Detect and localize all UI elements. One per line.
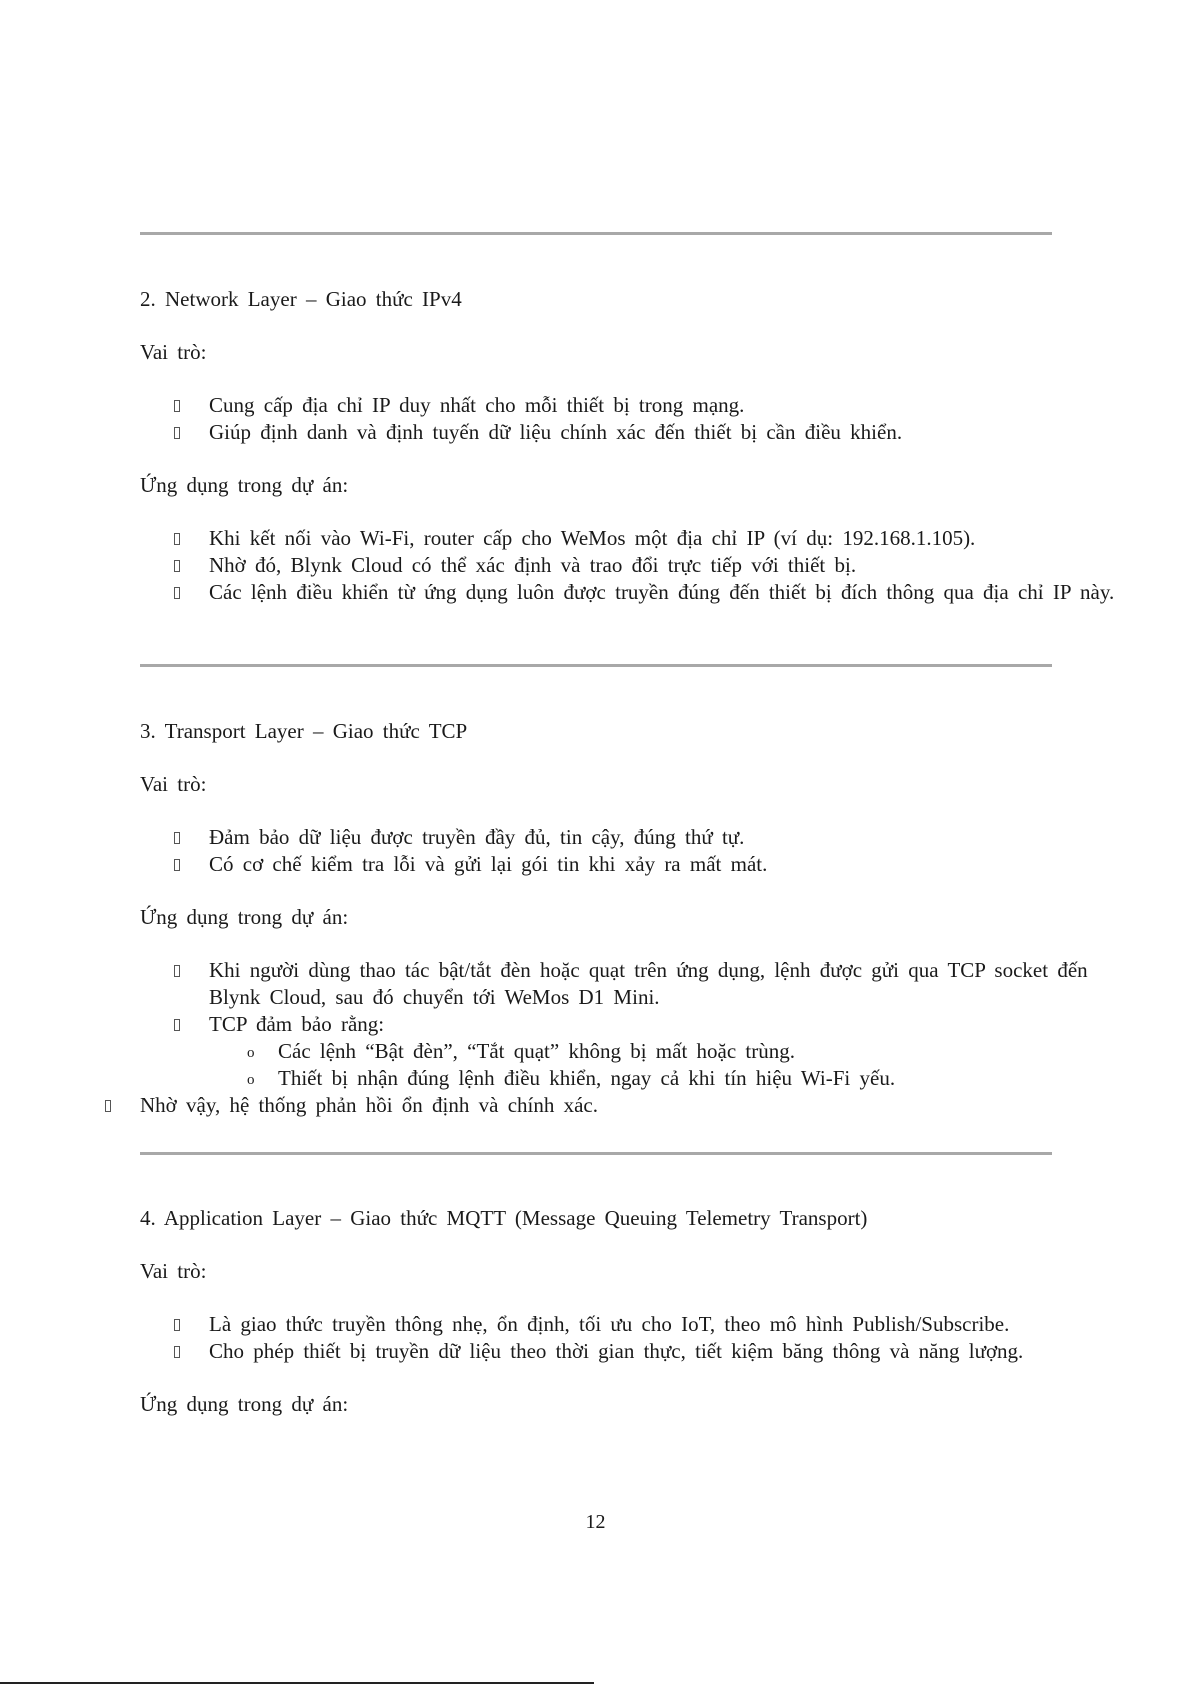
application-label: Ứng dụng trong dự án: (140, 473, 349, 497)
section-transport-layer (140, 718, 1140, 1145)
role-label: Vai trò: (140, 772, 207, 796)
section-application-layer (140, 1205, 1140, 1444)
sub-bullet-icon: o (247, 1072, 255, 1088)
bullet-icon (105, 1100, 111, 1112)
list-item: TCP đảm bảo rằng: o Các lệnh “Bật đèn”, “Tắt quạt” không bị mất hoặc trùng. o Thiết bị nhận đúng lệnh điều khiển, ngay cả khi tín hiệu Wi-Fi yếu. (140, 1011, 1105, 1092)
section-network-layer (140, 286, 1140, 632)
sub-list-item: o Các lệnh “Bật đèn”, “Tắt quạt” không bị mất hoặc trùng. (209, 1038, 1105, 1065)
list-item: Cung cấp địa chỉ IP duy nhất cho mỗi thiết bị trong mạng. (140, 392, 1140, 419)
bullet-icon (174, 587, 180, 599)
application-label: Ứng dụng trong dự án: (140, 905, 349, 929)
section-heading: 3. Transport Layer – Giao thức TCP (140, 719, 468, 743)
bullet-icon (174, 427, 180, 439)
role-list (140, 392, 1140, 446)
application-list (140, 957, 1105, 1119)
bullet-icon (174, 859, 180, 871)
list-item: Nhờ đó, Blynk Cloud có thể xác định và trao đổi trực tiếp với thiết bị. (140, 552, 1125, 579)
application-list (140, 525, 1125, 606)
list-item: Là giao thức truyền thông nhẹ, ổn định, tối ưu cho IoT, theo mô hình Publish/Subscribe. (140, 1311, 1075, 1338)
list-item: Khi người dùng thao tác bật/tắt đèn hoặc quạt trên ứng dụng, lệnh được gửi qua TCP socket đến Blynk Cloud, sau đó chuyển tới WeMos D1 Mini. (140, 957, 1105, 1011)
list-item: Có cơ chế kiểm tra lỗi và gửi lại gói tin khi xảy ra mất mát. (140, 851, 1140, 878)
section-heading: 2. Network Layer – Giao thức IPv4 (140, 287, 462, 311)
role-label: Vai trò: (140, 340, 207, 364)
role-list (140, 824, 1140, 878)
bullet-icon (174, 965, 180, 977)
bullet-icon (174, 400, 180, 412)
bullet-icon (174, 832, 180, 844)
horizontal-rule (140, 664, 1052, 667)
horizontal-rule (140, 1152, 1052, 1155)
bullet-icon (174, 533, 180, 545)
bullet-icon (174, 1346, 180, 1358)
list-item: Các lệnh điều khiển từ ứng dụng luôn được truyền đúng đến thiết bị đích thông qua địa chỉ IP này. (140, 579, 1125, 606)
bullet-icon (174, 560, 180, 572)
sub-bullet-icon: o (247, 1045, 255, 1061)
list-item: Khi kết nối vào Wi-Fi, router cấp cho WeMos một địa chỉ IP (ví dụ: 192.168.1.105). (140, 525, 1125, 552)
list-item: Nhờ vậy, hệ thống phản hồi ổn định và chính xác. (71, 1092, 1105, 1119)
list-item: Đảm bảo dữ liệu được truyền đầy đủ, tin cậy, đúng thứ tự. (140, 824, 1140, 851)
bullet-icon (174, 1319, 180, 1331)
horizontal-rule (140, 232, 1052, 235)
sub-list (209, 1038, 1105, 1092)
footer-rule (0, 1682, 594, 1684)
role-label: Vai trò: (140, 1259, 207, 1283)
application-label: Ứng dụng trong dự án: (140, 1392, 349, 1416)
list-item: Cho phép thiết bị truyền dữ liệu theo thời gian thực, tiết kiệm băng thông và năng lượng. (140, 1338, 1075, 1365)
page-number: 12 (585, 1511, 606, 1533)
list-item: Giúp định danh và định tuyến dữ liệu chính xác đến thiết bị cần điều khiển. (140, 419, 1140, 446)
role-list (140, 1311, 1075, 1365)
bullet-icon (174, 1019, 180, 1031)
sub-list-item: o Thiết bị nhận đúng lệnh điều khiển, ngay cả khi tín hiệu Wi-Fi yếu. (209, 1065, 1105, 1092)
section-heading: 4. Application Layer – Giao thức MQTT (Message Queuing Telemetry Transport) (140, 1206, 868, 1230)
